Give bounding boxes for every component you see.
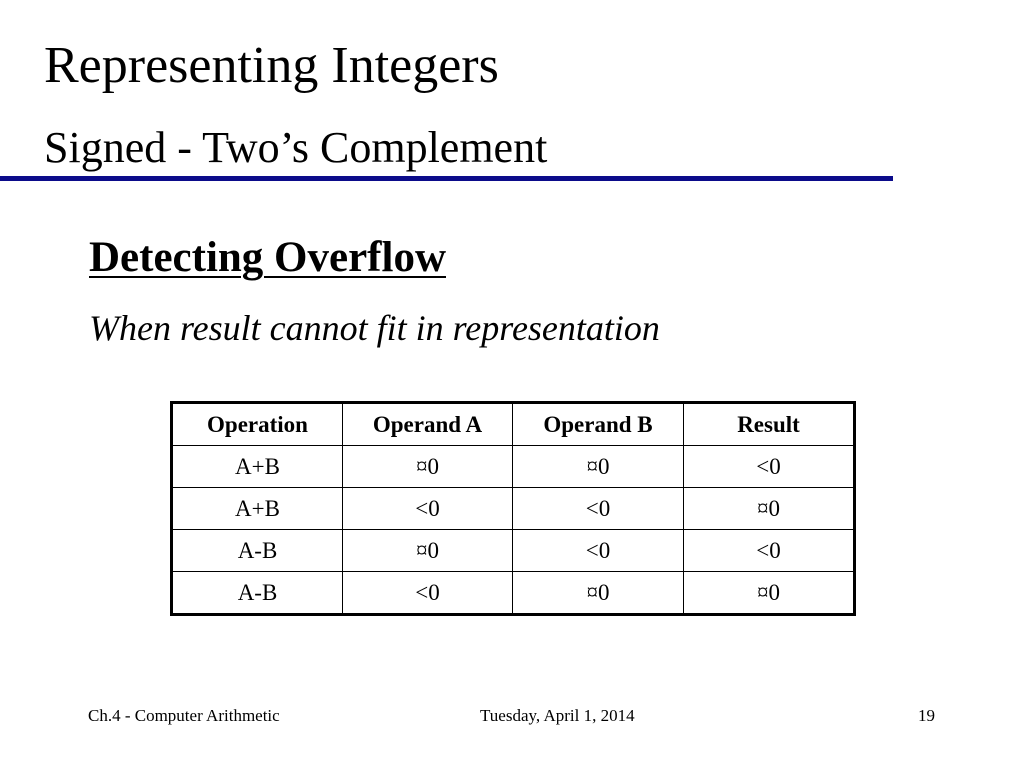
cell-operation: A+B [172,446,343,488]
footer-chapter: Ch.4 - Computer Arithmetic [88,706,280,725]
footer-date: Tuesday, April 1, 2014 [480,706,635,725]
table-row [172,572,855,615]
cell-operand-b: ¤0 [513,572,684,615]
cell-operand-a: <0 [343,572,513,615]
section-heading: Detecting Overflow [89,234,446,281]
footer-page-number: 19 [918,706,935,725]
table-row [172,488,855,530]
cell-result: <0 [684,530,855,572]
cell-result: ¤0 [684,488,855,530]
cell-operand-a: ¤0 [343,530,513,572]
cell-operation: A-B [172,530,343,572]
header-operand-b: Operand B [513,403,684,446]
table-row [172,446,855,488]
header-operand-a: Operand A [343,403,513,446]
table-row [172,530,855,572]
cell-operand-a: ¤0 [343,446,513,488]
slide-title: Representing Integers [44,37,499,94]
header-result: Result [684,403,855,446]
cell-operand-b: ¤0 [513,446,684,488]
slide-subtitle: Signed - Two’s Complement [44,123,548,172]
cell-operation: A-B [172,572,343,615]
overflow-table [170,401,856,616]
cell-operand-a: <0 [343,488,513,530]
header-operation: Operation [172,403,343,446]
table-header-row [172,403,855,446]
section-tagline: When result cannot fit in representation [89,308,660,348]
cell-operand-b: <0 [513,488,684,530]
title-divider [0,176,893,181]
cell-result: ¤0 [684,572,855,615]
cell-operation: A+B [172,488,343,530]
cell-operand-b: <0 [513,530,684,572]
cell-result: <0 [684,446,855,488]
